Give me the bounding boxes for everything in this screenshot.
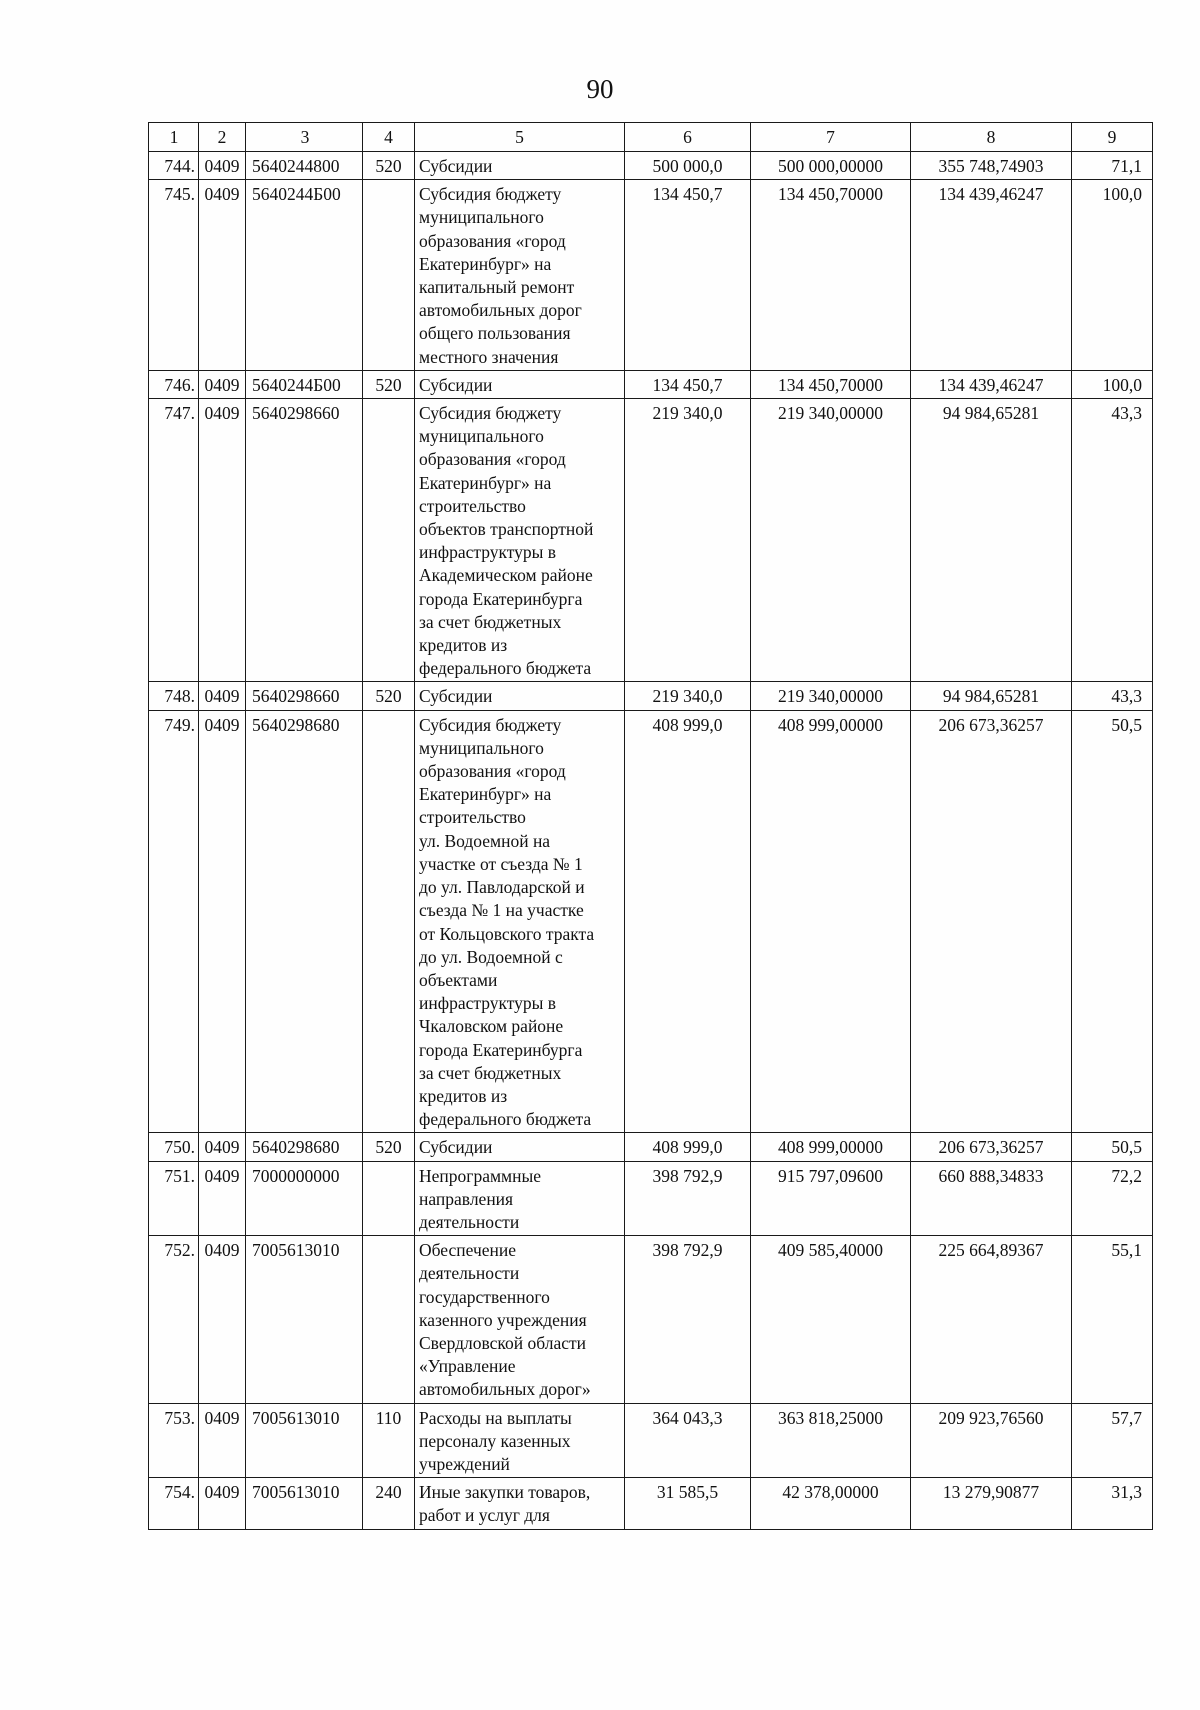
section-code-cell: 0409 (199, 1133, 246, 1161)
expense-type-code-cell: 520 (363, 370, 415, 398)
target-article-code-cell: 5640298680 (246, 1133, 363, 1161)
target-article-code-cell: 7005613010 (246, 1236, 363, 1403)
column-header: 8 (911, 123, 1072, 152)
item-name-cell: Субсидии (415, 682, 625, 710)
row-number-cell: 747. (149, 399, 199, 682)
approved-amount-cell: 408 999,0 (625, 710, 751, 1133)
item-name-cell: Субсидии (415, 1133, 625, 1161)
item-name-cell: Обеспечение деятельности государственного казенного учреждения Свердловской области «Управление автомобильных дорог» (415, 1236, 625, 1403)
page-number: 90 (586, 74, 614, 104)
section-code-cell: 0409 (199, 180, 246, 371)
column-header: 7 (751, 123, 911, 152)
column-header: 4 (363, 123, 415, 152)
execution-percent-cell: 55,1 (1072, 1236, 1153, 1403)
approved-amount-cell: 408 999,0 (625, 1133, 751, 1161)
item-name-cell: Непрограммные направления деятельности (415, 1161, 625, 1236)
column-header: 1 (149, 123, 199, 152)
row-number-cell: 749. (149, 710, 199, 1133)
table-row (149, 399, 1153, 682)
refined-amount-cell: 408 999,00000 (751, 710, 911, 1133)
table-row (149, 710, 1153, 1133)
table-body (149, 152, 1153, 1530)
expense-type-code-cell: 520 (363, 682, 415, 710)
table-row (149, 1403, 1153, 1478)
refined-amount-cell: 219 340,00000 (751, 399, 911, 682)
executed-amount-cell: 206 673,36257 (911, 710, 1072, 1133)
expense-type-code-cell (363, 399, 415, 682)
section-code-cell: 0409 (199, 1161, 246, 1236)
section-code-cell: 0409 (199, 710, 246, 1133)
execution-percent-cell: 100,0 (1072, 370, 1153, 398)
target-article-code-cell: 5640298660 (246, 682, 363, 710)
section-code-cell: 0409 (199, 1236, 246, 1403)
column-header: 2 (199, 123, 246, 152)
approved-amount-cell: 500 000,0 (625, 152, 751, 180)
section-code-cell: 0409 (199, 1478, 246, 1529)
table-row (149, 180, 1153, 371)
refined-amount-cell: 500 000,00000 (751, 152, 911, 180)
execution-percent-cell: 31,3 (1072, 1478, 1153, 1529)
refined-amount-cell: 363 818,25000 (751, 1403, 911, 1478)
target-article-code-cell: 5640298680 (246, 710, 363, 1133)
refined-amount-cell: 409 585,40000 (751, 1236, 911, 1403)
table-row (149, 1161, 1153, 1236)
execution-percent-cell: 71,1 (1072, 152, 1153, 180)
executed-amount-cell: 134 439,46247 (911, 370, 1072, 398)
executed-amount-cell: 13 279,90877 (911, 1478, 1072, 1529)
section-code-cell: 0409 (199, 152, 246, 180)
target-article-code-cell: 7000000000 (246, 1161, 363, 1236)
row-number-cell: 744. (149, 152, 199, 180)
approved-amount-cell: 398 792,9 (625, 1161, 751, 1236)
column-header: 3 (246, 123, 363, 152)
row-number-cell: 752. (149, 1236, 199, 1403)
item-name-cell: Субсидия бюджету муниципального образования «город Екатеринбург» на строительство объектов транспортной инфраструктуры в Академическом районе города Екатеринбурга за счет бюджетных кредитов из федерального бюджета (415, 399, 625, 682)
row-number-cell: 754. (149, 1478, 199, 1529)
execution-percent-cell: 50,5 (1072, 710, 1153, 1133)
section-code-cell: 0409 (199, 399, 246, 682)
target-article-code-cell: 5640244Б00 (246, 180, 363, 371)
expense-type-code-cell (363, 1161, 415, 1236)
target-article-code-cell: 7005613010 (246, 1403, 363, 1478)
approved-amount-cell: 219 340,0 (625, 399, 751, 682)
table-row (149, 682, 1153, 710)
refined-amount-cell: 134 450,70000 (751, 370, 911, 398)
table-row (149, 1133, 1153, 1161)
executed-amount-cell: 355 748,74903 (911, 152, 1072, 180)
item-name-cell: Иные закупки товаров, работ и услуг для (415, 1478, 625, 1529)
table-row (149, 370, 1153, 398)
target-article-code-cell: 5640244Б00 (246, 370, 363, 398)
refined-amount-cell: 408 999,00000 (751, 1133, 911, 1161)
table-row (149, 1478, 1153, 1529)
row-number-cell: 746. (149, 370, 199, 398)
refined-amount-cell: 42 378,00000 (751, 1478, 911, 1529)
executed-amount-cell: 209 923,76560 (911, 1403, 1072, 1478)
execution-percent-cell: 72,2 (1072, 1161, 1153, 1236)
row-number-cell: 750. (149, 1133, 199, 1161)
executed-amount-cell: 94 984,65281 (911, 682, 1072, 710)
section-code-cell: 0409 (199, 370, 246, 398)
section-code-cell: 0409 (199, 1403, 246, 1478)
refined-amount-cell: 219 340,00000 (751, 682, 911, 710)
expense-type-code-cell (363, 180, 415, 371)
row-number-cell: 751. (149, 1161, 199, 1236)
refined-amount-cell: 915 797,09600 (751, 1161, 911, 1236)
execution-percent-cell: 57,7 (1072, 1403, 1153, 1478)
expense-type-code-cell: 520 (363, 152, 415, 180)
execution-percent-cell: 50,5 (1072, 1133, 1153, 1161)
column-header: 5 (415, 123, 625, 152)
executed-amount-cell: 94 984,65281 (911, 399, 1072, 682)
expense-type-code-cell: 110 (363, 1403, 415, 1478)
approved-amount-cell: 219 340,0 (625, 682, 751, 710)
row-number-cell: 753. (149, 1403, 199, 1478)
item-name-cell: Субсидия бюджету муниципального образования «город Екатеринбург» на строительство ул. Водоемной на участке от съезда № 1 до ул. Павлодарской и съезда № 1 на участке от Кольцовского тракта до ул. Водоемной с объектами инфраструктуры в Чкаловском районе города Екатеринбурга за счет бюджетных кредитов из федерального бюджета (415, 710, 625, 1133)
column-header: 9 (1072, 123, 1153, 152)
approved-amount-cell: 398 792,9 (625, 1236, 751, 1403)
row-number-cell: 745. (149, 180, 199, 371)
expense-type-code-cell (363, 710, 415, 1133)
execution-percent-cell: 100,0 (1072, 180, 1153, 371)
table-header-row (149, 123, 1153, 152)
expense-type-code-cell (363, 1236, 415, 1403)
target-article-code-cell: 5640298660 (246, 399, 363, 682)
item-name-cell: Расходы на выплаты персоналу казенных учреждений (415, 1403, 625, 1478)
approved-amount-cell: 134 450,7 (625, 180, 751, 371)
item-name-cell: Субсидии (415, 370, 625, 398)
target-article-code-cell: 5640244800 (246, 152, 363, 180)
table-row (149, 1236, 1153, 1403)
expense-type-code-cell: 520 (363, 1133, 415, 1161)
execution-percent-cell: 43,3 (1072, 682, 1153, 710)
executed-amount-cell: 225 664,89367 (911, 1236, 1072, 1403)
budget-table (148, 122, 1153, 1530)
approved-amount-cell: 31 585,5 (625, 1478, 751, 1529)
expense-type-code-cell: 240 (363, 1478, 415, 1529)
executed-amount-cell: 206 673,36257 (911, 1133, 1072, 1161)
table-row (149, 152, 1153, 180)
executed-amount-cell: 660 888,34833 (911, 1161, 1072, 1236)
item-name-cell: Субсидии (415, 152, 625, 180)
row-number-cell: 748. (149, 682, 199, 710)
execution-percent-cell: 43,3 (1072, 399, 1153, 682)
target-article-code-cell: 7005613010 (246, 1478, 363, 1529)
approved-amount-cell: 134 450,7 (625, 370, 751, 398)
column-header: 6 (625, 123, 751, 152)
refined-amount-cell: 134 450,70000 (751, 180, 911, 371)
item-name-cell: Субсидия бюджету муниципального образования «город Екатеринбург» на капитальный ремонт автомобильных дорог общего пользования местного значения (415, 180, 625, 371)
approved-amount-cell: 364 043,3 (625, 1403, 751, 1478)
executed-amount-cell: 134 439,46247 (911, 180, 1072, 371)
section-code-cell: 0409 (199, 682, 246, 710)
